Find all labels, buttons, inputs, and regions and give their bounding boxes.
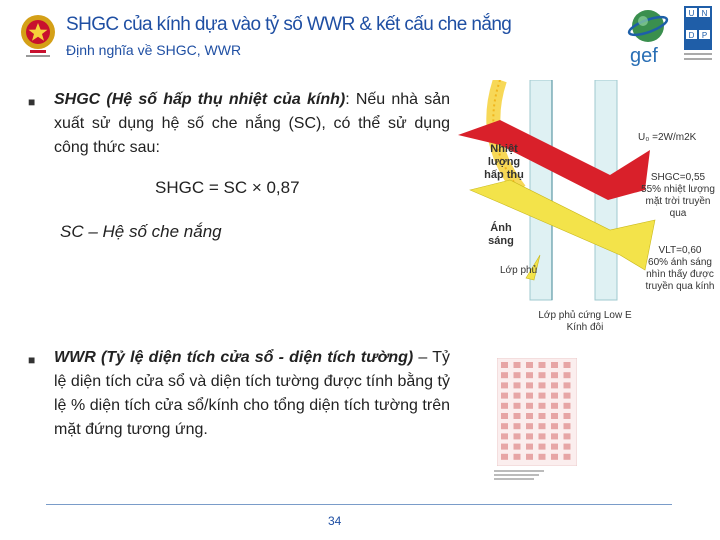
- bullet-square-icon: ■: [28, 95, 36, 109]
- facade-window: [501, 372, 508, 378]
- facade-window: [539, 362, 546, 368]
- slide-subtitle: Định nghĩa về SHGC, WWR: [66, 42, 242, 58]
- facade-window: [564, 454, 571, 460]
- facade-window: [501, 393, 508, 399]
- facade-window: [564, 403, 571, 409]
- facade-window: [526, 403, 533, 409]
- facade-window: [514, 362, 521, 368]
- diagram-caption-line2: Kính đôi: [566, 322, 604, 333]
- facade-window: [526, 362, 533, 368]
- facade-window: [551, 372, 558, 378]
- facade-window: [539, 433, 546, 439]
- facade-window: [526, 382, 533, 388]
- facade-window: [539, 423, 546, 429]
- bullet-square-icon: ■: [28, 353, 36, 367]
- shgc-callout: [640, 172, 716, 220]
- facade-window: [514, 433, 521, 439]
- facade-window: [564, 382, 571, 388]
- facade-window: [526, 454, 533, 460]
- facade-window: [501, 362, 508, 368]
- facade-window: [501, 423, 508, 429]
- undp-letter-d: D: [688, 31, 695, 40]
- vlt-callout: [642, 245, 718, 293]
- facade-window: [526, 444, 533, 450]
- shgc-formula: SHGC = SC × 0,87: [155, 178, 300, 197]
- facade-window: [514, 372, 521, 378]
- facade-window: [539, 454, 546, 460]
- gef-text: gef: [630, 45, 658, 67]
- facade-window: [539, 413, 546, 419]
- facade-window: [551, 423, 558, 429]
- u-value-label: U₀ =2W/m2K: [638, 132, 697, 143]
- facade-caption-lines: [494, 470, 544, 480]
- heat-label: Nhiệt lượng hấp thụ: [484, 143, 524, 181]
- facade-window: [564, 433, 571, 439]
- wwr-description: – Tỷ lệ diện tích cửa sổ và diện tích tường được tính bằng tỷ lệ % diện tích cửa sổ/kính cho tổng diện tích tường trên mặt đứng tương ứng.: [54, 349, 450, 438]
- facade-window: [501, 454, 508, 460]
- undp-logo-icon: [680, 6, 716, 64]
- undp-letter-p: P: [701, 31, 708, 40]
- shgc-description: : Nếu nhà sản xuất sử dụng hệ số che nắng (SC), có thể sử dụng công thức sau:: [54, 91, 451, 156]
- vlt-callout-desc: 60% ánh sáng nhìn thấy được truyền qua kính: [645, 257, 715, 292]
- facade-window: [526, 413, 533, 419]
- facade-window: [526, 393, 533, 399]
- slide-title: SHGC của kính dựa vào tỷ số WWR & kết cấu che nắng: [66, 14, 512, 35]
- facade-window: [501, 413, 508, 419]
- facade-window: [501, 433, 508, 439]
- page-number: 34: [328, 514, 342, 528]
- facade-window: [551, 413, 558, 419]
- facade-window: [551, 444, 558, 450]
- wwr-paragraph: [54, 346, 450, 442]
- light-label: Ánh sáng: [488, 222, 514, 247]
- facade-window: [539, 393, 546, 399]
- gef-logo-icon: [616, 6, 680, 68]
- facade-window: [564, 372, 571, 378]
- facade-window: [501, 444, 508, 450]
- facade-window: [551, 433, 558, 439]
- wwr-term: WWR (Tỷ lệ diện tích cửa sổ - diện tích tường): [54, 349, 414, 366]
- facade-window: [514, 403, 521, 409]
- facade-window: [564, 423, 571, 429]
- building-facade-image: [497, 358, 577, 466]
- facade-window: [514, 454, 521, 460]
- coating-label: Lớp phủ: [500, 265, 538, 276]
- undp-letter-n: N: [701, 9, 708, 18]
- facade-window: [551, 393, 558, 399]
- facade-window: [539, 372, 546, 378]
- facade-window: [514, 382, 521, 388]
- shgc-callout-title: SHGC=0,55: [650, 172, 706, 183]
- facade-window: [564, 444, 571, 450]
- facade-window: [551, 382, 558, 388]
- sc-definition: SC – Hệ số che nắng: [60, 222, 222, 241]
- facade-window: [514, 393, 521, 399]
- facade-window: [539, 382, 546, 388]
- facade-window: [514, 423, 521, 429]
- footer-divider: [46, 504, 672, 505]
- facade-window: [501, 403, 508, 409]
- facade-window: [551, 362, 558, 368]
- facade-window: [551, 454, 558, 460]
- diagram-caption-line1: Lớp phủ cứng Low E: [538, 310, 632, 321]
- facade-window: [526, 423, 533, 429]
- vietnam-emblem-icon: [18, 12, 58, 60]
- shgc-callout-desc: 55% nhiệt lượng mặt trời truyền qua: [641, 184, 715, 219]
- undp-letter-u: U: [688, 9, 695, 18]
- facade-window: [539, 444, 546, 450]
- shgc-paragraph: [54, 88, 450, 160]
- facade-window: [514, 413, 521, 419]
- facade-window: [526, 433, 533, 439]
- vlt-callout-title: VLT=0,60: [658, 245, 702, 256]
- facade-window: [514, 444, 521, 450]
- facade-window: [551, 403, 558, 409]
- facade-window: [564, 393, 571, 399]
- facade-window: [501, 382, 508, 388]
- facade-window: [564, 413, 571, 419]
- facade-window: [539, 403, 546, 409]
- diagram-caption: [530, 310, 640, 334]
- shgc-term: SHGC (Hệ số hấp thụ nhiệt của kính): [54, 91, 346, 108]
- facade-window: [564, 362, 571, 368]
- facade-window: [526, 372, 533, 378]
